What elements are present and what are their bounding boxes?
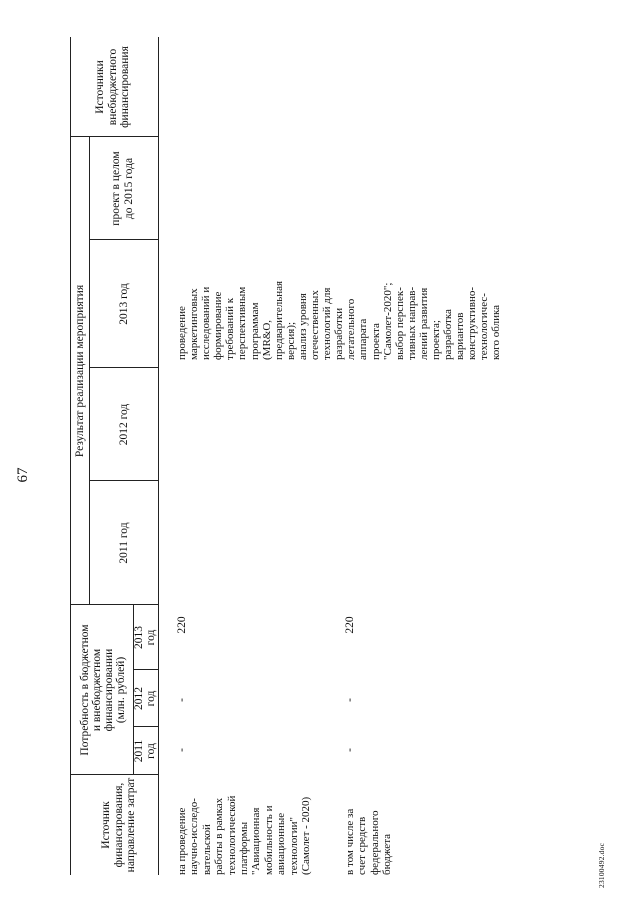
header-year-line: 2011 xyxy=(133,739,145,763)
header-year-line: 2012 xyxy=(133,687,145,710)
header-need-line: финансировании xyxy=(103,648,115,732)
row1-result-2013: проведение маркетинговых исследований и формирование требований к перспективным программам (MR&O, предварительная версия); анализ уровня отечественных технологий для разработки летательного аппарата проекта "Самолет-2020"; выбор перспек- тивных направ- лений развития проекта; разработка вариантов конструктивно- технологичес- кого облика xyxy=(176,280,503,360)
table-header-bottom-border xyxy=(158,37,159,875)
row2-source: в том числе за счет средств федерального бюджета xyxy=(344,808,394,875)
header-need-line: (млн. рублей) xyxy=(115,656,127,724)
header-result: Результат реализации мероприятия xyxy=(74,284,86,458)
header-year-2011 xyxy=(134,727,157,775)
header-source-line: направление затрат xyxy=(125,777,137,873)
header-year-line: год xyxy=(144,743,157,759)
header-project-line: проект в целом xyxy=(110,151,122,226)
header-result-2013: 2013 год xyxy=(118,283,130,325)
header-need xyxy=(79,605,127,775)
table-top-border xyxy=(70,37,71,875)
header-year-line: год xyxy=(144,629,157,646)
row2-value-2011: - xyxy=(344,748,356,752)
header-project xyxy=(110,137,135,240)
row1-value-2012: - xyxy=(176,698,188,702)
header-extrabudget-line: Источники xyxy=(94,60,106,114)
header-year-2013 xyxy=(134,605,157,670)
page-number: 67 xyxy=(15,467,31,483)
row2-value-2012: - xyxy=(344,698,356,702)
header-source-line: Источник xyxy=(100,801,112,849)
header-result-2011: 2011 год xyxy=(118,522,130,564)
header-result-2012: 2012 год xyxy=(118,403,130,446)
header-need-line: и внебюджетном xyxy=(91,648,103,732)
header-extrabudget xyxy=(94,37,132,137)
row2-value-2013: 220 xyxy=(344,616,356,634)
header-year-2012 xyxy=(134,670,157,727)
row1-source: на проведение научно-исследо- вательской работы в рамках технологической платформы "Авиационная мобильность и авиационные технологии" (Самолет - 2020) xyxy=(176,795,313,875)
result-subheader-line xyxy=(89,137,90,605)
row1-value-2011: - xyxy=(176,748,188,752)
row1-value-2013: 220 xyxy=(176,616,188,634)
header-project-line: до 2015 года xyxy=(122,157,135,220)
header-extrabudget-line: финансирования xyxy=(119,46,131,128)
footer-filename: 23100492.doc xyxy=(597,842,606,888)
header-source-line: финансирования, xyxy=(112,782,125,868)
header-year-line: 2013 xyxy=(133,626,145,649)
header-extrabudget-line: внебюджетного xyxy=(106,48,119,126)
header-need-line: Потребность в бюджетном xyxy=(79,624,91,756)
header-source xyxy=(100,775,138,875)
header-year-line: год xyxy=(144,690,157,707)
